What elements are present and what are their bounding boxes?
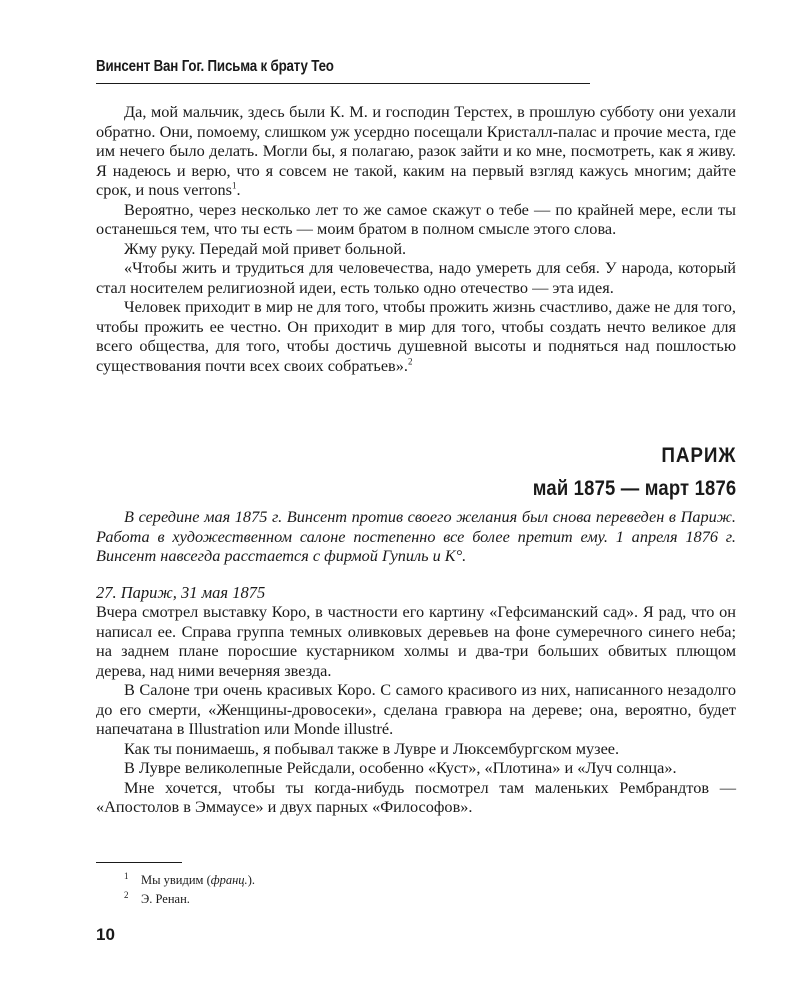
footnote-mark: 1 (232, 180, 237, 191)
header-rule (96, 83, 590, 84)
footnote-tail: ). (247, 873, 255, 887)
footnote-italic: франц. (210, 873, 248, 887)
footnote-mark: 2 (407, 356, 413, 367)
page-number: 10 (96, 925, 115, 944)
paragraph-text: Да, мой мальчик, здесь были К. М. и господин Терстех, в прошлую субботу они уехали обратно. Они, помоему, слишком уж усердно посещали Кристалл-палас и прочие места, где им нечего было делать. Могли бы, я полагаю, разок зайти и ко мне, посмотреть, как я живу. Я надеюсь и верю, что я совсем не такой, каким на первый взгляд кажусь многим; дайте срок, и nous verrons (96, 102, 736, 199)
footnote-rule (96, 862, 182, 863)
paragraph (96, 297, 736, 375)
letter-continuation (96, 102, 736, 375)
chapter-title: ПАРИЖ (660, 444, 736, 467)
paragraph: Мне хочется, чтобы ты когда-нибудь посмотрел там маленьких Рембрандтов — «Апостолов в Эммаусе» и двух парных «Философов». (96, 777, 736, 816)
footnote-2: 2 Э. Ренан. (124, 889, 190, 906)
paragraph: Да, мой мальчик, здесь были К. М. и господин Терстех, в прошлую субботу они уехали обратно. Они, помоему, слишком уж усердно посещали Кристалл-палас и прочие места, где им нечего было делать. Могли бы, я полагаю, разок зайти и ко мне, посмотреть, как я живу. Я надеюсь и верю, что я совсем не такой, каким на первый взгляд кажусь многим; дайте срок, и nous verrons$^1$. (96, 102, 736, 199)
letter-body (96, 602, 736, 817)
letter-heading: 27. Париж, 31 мая 1875 (96, 583, 266, 602)
footnote-1: 1 Мы увидим (франц.). (124, 870, 255, 887)
paragraph-text: Человек приходит в мир не для того, чтобы прожить жизнь счастливо, даже не для того, чтобы прожить ее честно. Он приходит в мир для того, чтобы создать нечто великое для всего общества, для того, чтобы достичь душевной высоты и подняться над пошлостью существования почти всех своих собратьев». (96, 297, 736, 375)
footnote-text: Мы увидим ( (141, 873, 211, 887)
paragraph: В Лувре великолепные Рейсдали, особенно «Куст», «Плотина» и «Луч солнца». (124, 758, 677, 777)
footnote-text: Э. Ренан. (141, 892, 190, 906)
paragraph: В Салоне три очень красивых Коро. С самого красивого из них, написанного незадолго до его смерти, «Женщины-дровосеки», сделана гравюра на дереве; она, вероятно, будет напечатана в Illustration или Monde illustré. (96, 680, 736, 738)
chapter-dates: май 1875 — март 1876 (532, 477, 736, 500)
paragraph: Жму руку. Передай мой привет больной. (124, 238, 407, 258)
paragraph: Вчера смотрел выставку Коро, в частности его картину «Гефсиманский сад». Я рад, что он написал ее. Справа группа темных оливковых деревьев на фоне сумеречного синего неба; на заднем плане поросшие кустарником холмы и два-три больших обвитых плющом дерева, над ними вечерняя звезда. (96, 602, 736, 680)
running-head: Винсент Ван Гог. Письма к брату Тео (96, 58, 334, 75)
paragraph: «Чтобы жить и трудиться для человечества, надо умереть для себя. У народа, который стал носителем религиозной идеи, есть только одно отечество — эта идея. (96, 258, 736, 297)
paragraph: Вероятно, через несколько лет то же самое скажут о тебе — по крайней мере, если ты останешься тем, что ты есть — моим братом в полном смысле этого слова. (96, 199, 736, 238)
paragraph: Как ты понимаешь, я побывал также в Лувре и Люксембургском музее. (124, 738, 620, 758)
intro-paragraph: В середине мая 1875 г. Винсент против своего желания был снова переведен в Париж. Работа в художественном салоне постепенно все более претит ему. 1 апреля 1876 г. Винсент навсегда расстается с фирмой Гупиль и К°. (96, 507, 736, 565)
chapter-intro (96, 507, 736, 566)
